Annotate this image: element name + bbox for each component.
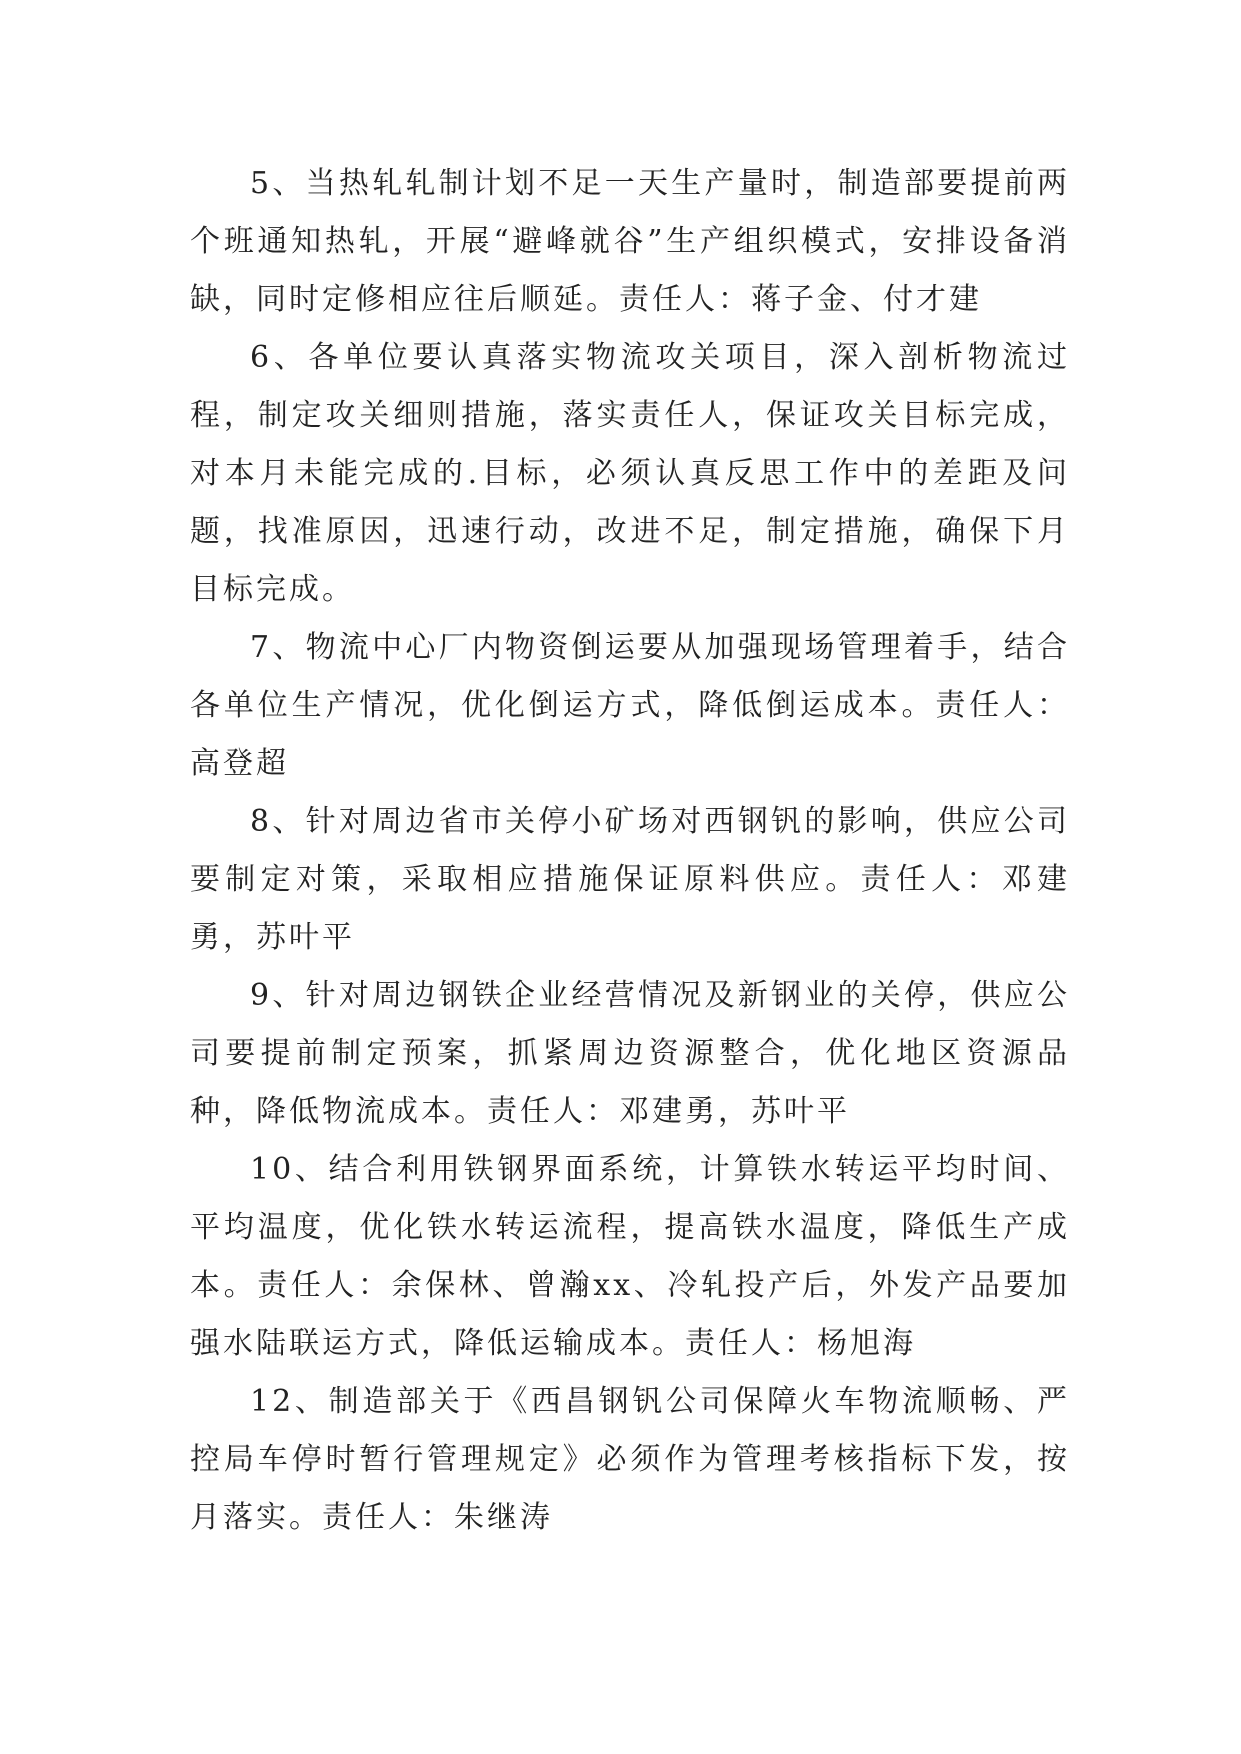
paragraph-item-10: 10、结合利用铁钢界面系统，计算铁水转运平均时间、平均温度，优化铁水转运流程，提高铁水温度，降低生产成本。责任人：余保林、曾瀚xx、冷轧投产后，外发产品要加强水陆联运方式，降低运输成本。责任人：杨旭海 xyxy=(190,1152,1070,1361)
paragraph-item-7: 7、物流中心厂内物资倒运要从加强现场管理着手，结合各单位生产情况，优化倒运方式，降低倒运成本。责任人：高登超 xyxy=(190,630,1070,781)
paragraph-item-5: 5、当热轧轧制计划不足一天生产量时，制造部要提前两个班通知热轧，开展“避峰就谷”生产组织模式，安排设备消缺，同时定修相应往后顺延。责任人：蒋子金、付才建 xyxy=(190,166,1070,317)
paragraph-item-8: 8、针对周边省市关停小矿场对西钢钒的影响，供应公司要制定对策，采取相应措施保证原料供应。责任人：邓建勇，苏叶平 xyxy=(190,804,1070,955)
paragraph-item-9: 9、针对周边钢铁企业经营情况及新钢业的关停，供应公司要提前制定预案，抓紧周边资源整合，优化地区资源品种，降低物流成本。责任人：邓建勇，苏叶平 xyxy=(190,978,1070,1129)
document-page xyxy=(190,155,1070,1547)
paragraph-item-6: 6、各单位要认真落实物流攻关项目，深入剖析物流过程，制定攻关细则措施，落实责任人，保证攻关目标完成，对本月未能完成的.目标，必须认真反思工作中的差距及问题，找准原因，迅速行动，改进不足，制定措施，确保下月目标完成。 xyxy=(190,340,1070,607)
paragraph-item-12: 12、制造部关于《西昌钢钒公司保障火车物流顺畅、严控局车停时暂行管理规定》必须作为管理考核指标下发，按月落实。责任人：朱继涛 xyxy=(190,1384,1070,1535)
